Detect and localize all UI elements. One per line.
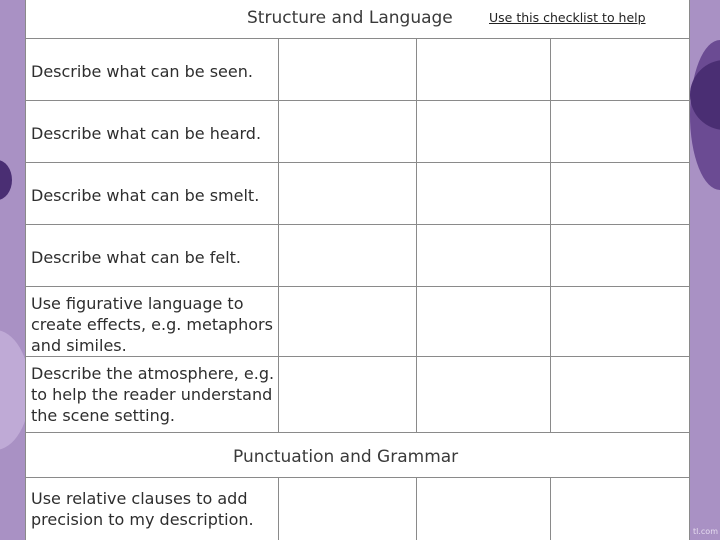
checklist-item-seen: Describe what can be seen. <box>31 62 253 81</box>
checklist-item-atmosphere: Describe the atmosphere, e.g. to help the reader understand the scene setting. <box>31 364 275 425</box>
section-heading-structure: Structure and Language <box>247 8 453 28</box>
grid-line <box>550 477 551 540</box>
grid-line <box>26 224 689 225</box>
checklist-item-relative-clauses: Use relative clauses to add precision to my description. <box>31 489 254 529</box>
grid-line <box>26 477 689 478</box>
checklist-item-heard: Describe what can be heard. <box>31 124 262 143</box>
grid-line <box>26 356 689 357</box>
checklist-item-smelt: Describe what can be smelt. <box>31 186 260 205</box>
grid-line <box>26 432 689 433</box>
grid-line <box>26 100 689 101</box>
grid-line <box>416 38 417 432</box>
checklist-sheet <box>25 0 690 540</box>
section-heading-punctuation: Punctuation and Grammar <box>233 447 459 467</box>
checklist-note: Use this checklist to help <box>489 10 646 25</box>
watermark: tl.com <box>693 527 718 536</box>
checklist-item-figurative-language: Use figurative language to create effects, e.g. metaphors and similes. <box>31 294 273 355</box>
grid-line <box>278 477 279 540</box>
decorative-blob <box>0 160 12 200</box>
checklist-item-felt: Describe what can be felt. <box>31 248 241 267</box>
grid-line <box>26 286 689 287</box>
grid-line <box>26 162 689 163</box>
grid-line <box>550 38 551 432</box>
grid-line <box>278 38 279 432</box>
grid-line <box>26 38 689 39</box>
grid-line <box>416 477 417 540</box>
